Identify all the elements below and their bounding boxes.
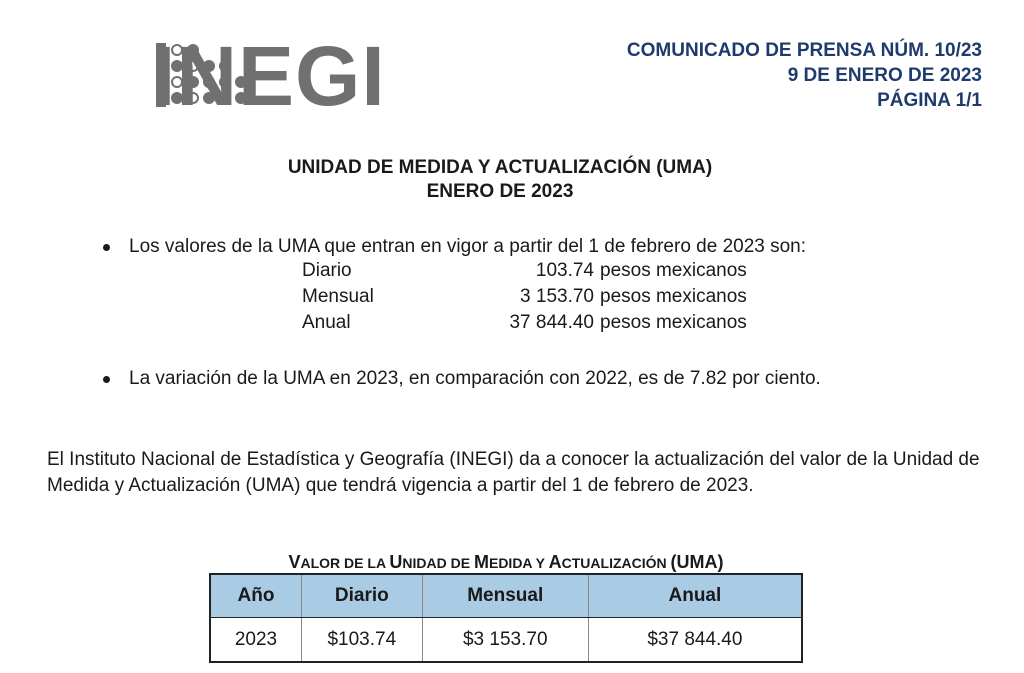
uma-table <box>209 573 803 663</box>
column-header-year: Año <box>210 574 301 618</box>
uma-value-row <box>302 260 762 286</box>
press-release-date: 9 DE ENERO DE 2023 <box>787 65 982 86</box>
cell-annual: $37 844.40 <box>588 618 802 663</box>
bullet-dot-icon <box>103 244 110 251</box>
table-header-row <box>210 574 802 618</box>
press-release-number: COMUNICADO DE PRENSA NÚM. 10/23 <box>626 40 982 61</box>
uma-value: 103.74 <box>535 260 594 281</box>
cell-year: 2023 <box>210 618 301 663</box>
uma-label: Mensual <box>302 286 374 307</box>
press-release-header <box>627 38 982 113</box>
uma-value-row <box>302 312 762 338</box>
bullet-text: Los valores de la UMA que entran en vigor a partir del 1 de febrero de 2023 son: <box>129 236 807 257</box>
uma-unit: pesos mexicanos <box>600 312 747 333</box>
uma-label: Anual <box>302 312 351 333</box>
title-line-2: ENERO DE 2023 <box>426 181 574 202</box>
uma-value-row <box>302 286 762 312</box>
logo-wordmark: INEGI <box>152 29 386 123</box>
uma-unit: pesos mexicanos <box>600 260 747 281</box>
title-line-1: UNIDAD DE MEDIDA Y ACTUALIZACIÓN (UMA) <box>287 157 713 178</box>
uma-value: 3 153.70 <box>520 286 594 307</box>
intro-paragraph: El Instituto Nacional de Estadística y Geografía (INEGI) da a conocer la actualización del valor de la Unidad de Medida y Actualización (UMA) que tendrá vigencia a partir del 1 de febrero de 2023. <box>47 449 980 496</box>
caption-part: (UMA) <box>670 552 724 572</box>
caption-part: NIDAD DE <box>402 555 474 571</box>
column-header-daily: Diario <box>301 574 422 618</box>
caption-part: M <box>473 552 489 572</box>
inegi-logo <box>40 29 386 123</box>
cell-monthly: $3 153.70 <box>422 618 588 663</box>
cell-daily: $103.74 <box>301 618 422 663</box>
press-release-page: PÁGINA 1/1 <box>877 90 982 111</box>
uma-unit: pesos mexicanos <box>600 286 747 307</box>
caption-part: EDIDA Y <box>488 555 549 571</box>
table-caption <box>210 552 802 573</box>
uma-label: Diario <box>302 260 352 281</box>
uma-value: 37 844.40 <box>509 312 594 333</box>
column-header-monthly: Mensual <box>422 574 588 618</box>
bullet-text: La variación de la UMA en 2023, en comparación con 2022, es de 7.82 por ciento. <box>129 368 821 389</box>
caption-part: A <box>548 552 562 572</box>
caption-part: U <box>389 552 403 572</box>
caption-part: ALOR DE LA <box>300 555 390 571</box>
uma-values-list <box>302 260 762 338</box>
table-row <box>210 618 802 663</box>
caption-part: CTUALIZACIÓN <box>561 555 671 571</box>
caption-part: V <box>288 552 301 572</box>
document-title <box>0 156 1000 204</box>
bullet-dot-icon <box>103 376 110 383</box>
column-header-annual: Anual <box>588 574 802 618</box>
